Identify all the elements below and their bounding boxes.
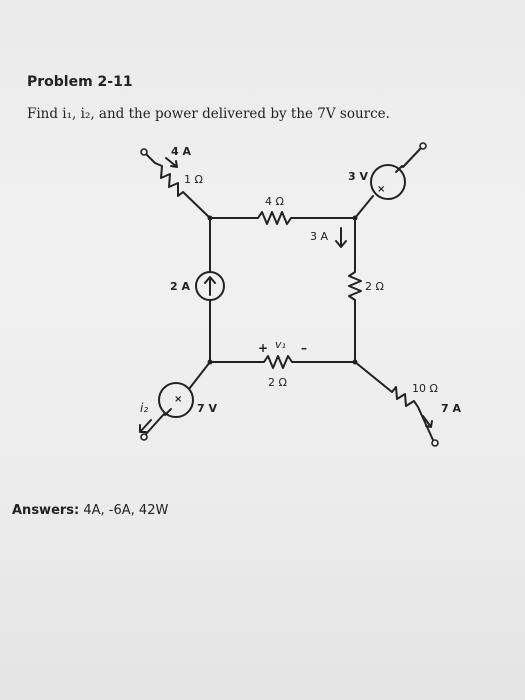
arrow-4a-icon bbox=[166, 158, 177, 167]
label-3a: 3 A bbox=[310, 230, 329, 243]
terminal-3v bbox=[420, 143, 426, 149]
junction-dot bbox=[208, 360, 213, 365]
problem-title: Problem 2-11 bbox=[27, 74, 133, 90]
top-wire bbox=[210, 212, 355, 224]
arrow-down-icon bbox=[336, 228, 346, 247]
problem-question: Find i₁, i₂, and the power delivered by the 7V source. bbox=[27, 106, 390, 122]
terminal-4a bbox=[141, 149, 147, 155]
terminals bbox=[141, 143, 438, 446]
junction-dot bbox=[353, 360, 358, 365]
source-3v-x: × bbox=[377, 184, 386, 195]
label-v1-plus: + bbox=[258, 341, 269, 355]
label-7v: 7 V bbox=[197, 402, 217, 415]
answers-values: 4A, -6A, 42W bbox=[83, 503, 169, 518]
label-1ohm: 1 Ω bbox=[184, 173, 203, 186]
label-v1: v₁ bbox=[275, 338, 286, 351]
junction-dot bbox=[208, 216, 213, 221]
label-4ohm: 4 Ω bbox=[265, 195, 284, 208]
label-3v: 3 V bbox=[348, 170, 368, 183]
label-4a: 4 A bbox=[171, 145, 191, 158]
answers-line bbox=[12, 503, 168, 518]
branch-3v bbox=[355, 148, 421, 218]
label-v1-minus: – bbox=[301, 341, 307, 355]
branch-1ohm bbox=[146, 154, 210, 218]
right-wire bbox=[349, 218, 361, 362]
bottom-wire bbox=[210, 356, 355, 368]
label-10ohm: 10 Ω bbox=[412, 382, 438, 395]
label-7a: 7 A bbox=[441, 402, 461, 415]
arrow-up-icon bbox=[205, 277, 215, 295]
label-2ohm-right: 2 Ω bbox=[365, 280, 384, 293]
branch-10ohm bbox=[355, 362, 433, 440]
label-2a: 2 A bbox=[170, 280, 190, 293]
terminal-7v bbox=[141, 434, 147, 440]
terminal-10ohm bbox=[432, 440, 438, 446]
label-i2: i₂ bbox=[140, 401, 149, 415]
answers-label: Answers: bbox=[12, 503, 80, 518]
label-2ohm-bottom: 2 Ω bbox=[268, 376, 287, 389]
source-7v-x: × bbox=[174, 394, 183, 405]
junction-dot bbox=[353, 216, 358, 221]
